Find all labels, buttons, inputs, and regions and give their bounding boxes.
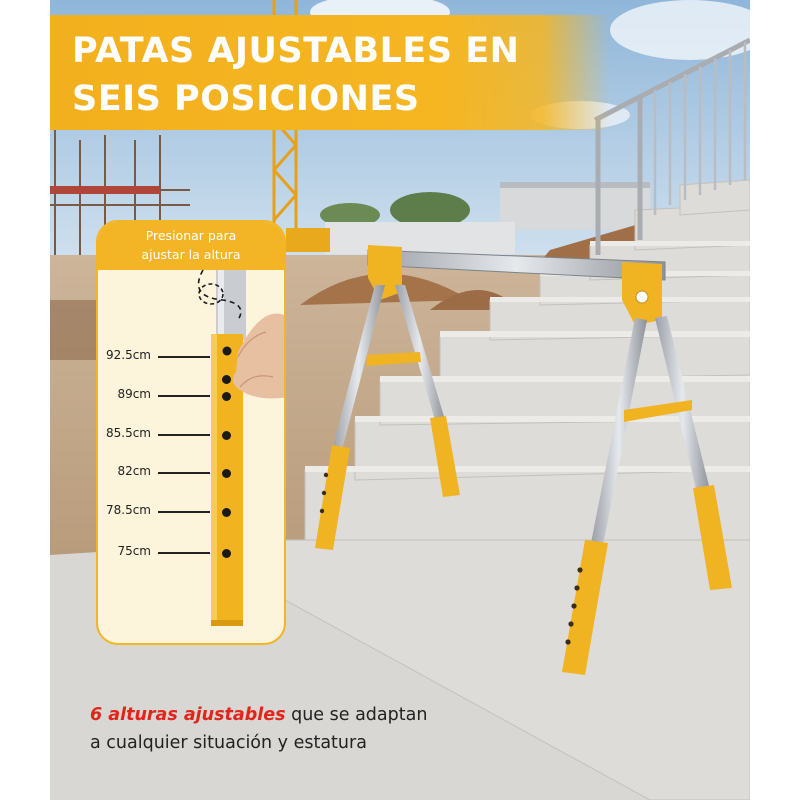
caption-line-2: a cualquier situación y estatura xyxy=(90,733,367,753)
headline-banner xyxy=(50,15,610,130)
marker-tick xyxy=(158,434,210,436)
height-marker-2: 89cm xyxy=(117,387,151,401)
marker-tick xyxy=(158,472,210,474)
leg-hole xyxy=(222,469,231,478)
leg-hole xyxy=(222,508,231,517)
leg-hole xyxy=(222,375,231,384)
marker-tick xyxy=(158,395,210,397)
inset-title-line-1: Presionar para xyxy=(145,228,237,243)
height-marker-4: 82cm xyxy=(117,464,151,478)
height-marker-3: 85.5cm xyxy=(105,426,151,440)
height-inset-panel xyxy=(96,220,286,645)
caption-highlight: 6 alturas ajustables xyxy=(90,705,286,725)
headline-line-2: SEIS POSICIONES xyxy=(72,79,420,119)
caption-line-1-rest: que se adaptan xyxy=(285,705,428,725)
leg-hole xyxy=(222,431,231,440)
marker-tick xyxy=(158,511,210,513)
scene xyxy=(50,0,750,800)
headline-line-1: PATAS AJUSTABLES EN xyxy=(72,31,520,71)
caption-line-1 xyxy=(90,705,427,725)
height-marker-6: 75cm xyxy=(117,544,151,558)
height-marker-5: 78.5cm xyxy=(105,503,151,517)
height-marker-1: 92.5cm xyxy=(105,348,151,362)
leg-hole xyxy=(222,392,231,401)
marker-tick xyxy=(158,356,210,358)
leg-hole xyxy=(222,549,231,558)
inset-title-line-2: ajustar la altura xyxy=(141,247,241,262)
marker-tick xyxy=(158,552,210,554)
